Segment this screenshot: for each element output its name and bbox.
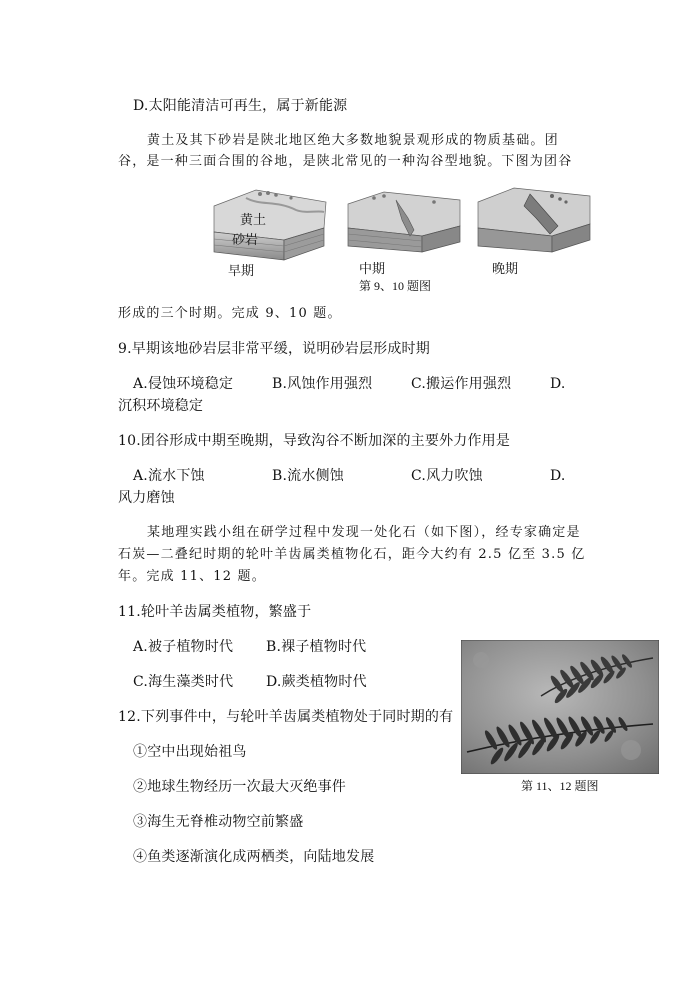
q9-option-a: A.侵蚀环境稳定 xyxy=(133,376,234,392)
q12-stem: 12.下列事件中，与轮叶羊齿属类植物处于同时期的有 xyxy=(118,709,454,725)
q11-option-c: C.海生藻类时代 xyxy=(133,674,234,690)
q10-stem: 10.团谷形成中期至晚期，导致沟谷不断加深的主要外力作用是 xyxy=(118,433,511,449)
passage-1-line-3: 形成的三个时期。完成 9、10 题。 xyxy=(118,306,342,321)
block-early-image xyxy=(206,184,331,264)
q10-option-d-text: 风力磨蚀 xyxy=(118,490,175,506)
q9-option-c: C.搬运作用强烈 xyxy=(411,376,512,392)
passage-2-line-3: 年。完成 11、12 题。 xyxy=(118,569,266,584)
block-middle-image xyxy=(344,190,464,254)
stage-middle-label: 中期 xyxy=(359,262,386,277)
label-loess: 黄土 xyxy=(240,213,267,228)
block-late-image xyxy=(474,184,594,254)
stage-late-label: 晚期 xyxy=(492,262,519,277)
passage-2-line-1: 某地理实践小组在研学过程中发现一处化石（如下图），经专家确定是 xyxy=(147,525,581,540)
q9-stem: 9.早期该地砂岩层非常平缓，说明砂岩层形成时期 xyxy=(118,341,430,357)
q9-option-d-text: 沉积环境稳定 xyxy=(118,398,204,414)
q11-option-a: A.被子植物时代 xyxy=(133,639,234,655)
q9-option-d-prefix: D. xyxy=(550,376,566,392)
q12-option-2: ②地球生物经历一次最大灭绝事件 xyxy=(133,779,346,795)
label-sandstone: 砂岩 xyxy=(232,233,259,248)
landform-figure xyxy=(206,184,476,294)
stage-early-label: 早期 xyxy=(228,264,255,279)
q9-option-b: B.风蚀作用强烈 xyxy=(272,376,373,392)
passage-1-line-1: 黄土及其下砂岩是陕北地区绝大多数地貌景观形成的物质基础。团 xyxy=(147,133,559,148)
q11-option-d: D.蕨类植物时代 xyxy=(266,674,367,690)
q10-option-b: B.流水侧蚀 xyxy=(272,468,344,484)
q10-option-a: A.流水下蚀 xyxy=(133,468,205,484)
q12-option-4: ④鱼类逐渐演化成两栖类，向陆地发展 xyxy=(133,849,375,865)
figure-2-caption: 第 11、12 题图 xyxy=(521,779,599,793)
option-d-solar: D.太阳能清洁可再生，属于新能源 xyxy=(133,98,348,114)
q10-option-d-prefix: D. xyxy=(550,468,566,484)
figure-1-caption: 第 9、10 题图 xyxy=(359,279,432,293)
q12-option-1: ①空中出现始祖鸟 xyxy=(133,744,247,760)
passage-1-line-2: 谷，是一种三面合围的谷地，是陕北常见的一种沟谷型地貌。下图为团谷 xyxy=(118,154,573,169)
fern-fossil-image xyxy=(461,640,659,774)
passage-2-line-2: 石炭—二叠纪时期的轮叶羊齿属类植物化石，距今大约有 2.5 亿至 3.5 亿 xyxy=(118,547,586,562)
q10-option-c: C.风力吹蚀 xyxy=(411,468,483,484)
q11-stem: 11.轮叶羊齿属类植物，繁盛于 xyxy=(118,604,312,620)
q12-option-3: ③海生无脊椎动物空前繁盛 xyxy=(133,814,304,830)
q11-option-b: B.裸子植物时代 xyxy=(266,639,367,655)
